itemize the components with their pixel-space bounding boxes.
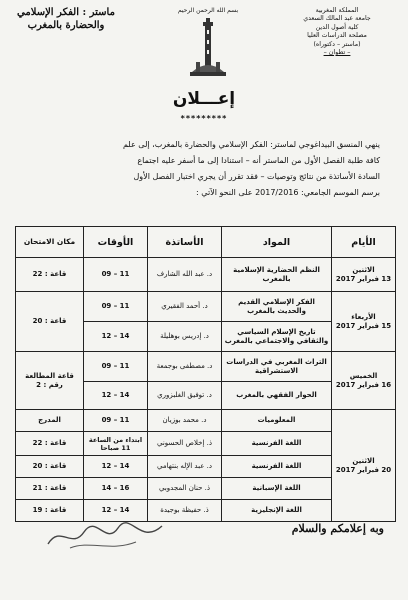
day-name: الأربعاء [351,312,376,321]
professor-cell: د. توفيق الغلبزوري [148,382,222,410]
professor-cell: د. محمد بوزيان [148,410,222,432]
title-stars: ********* [180,114,228,123]
day-date: 15 فبراير 2017 [335,321,392,330]
basmala: بسم الله الرحمن الرحيم [177,7,239,14]
subject-cell: الحوار الفقهي بالمغرب [222,382,332,410]
time-cell: 09 – 11 [84,352,148,382]
place-cell: قاعة : 20 [16,456,84,478]
professor-cell: ذ. حنان المجدوبي [148,478,222,500]
signature-scribble-icon [40,516,170,556]
time-cell: 09 – 11 [84,292,148,322]
subject-cell: المعلوميات [222,410,332,432]
time-cell: ابتداء من الساعة 11 صباحا [84,432,148,456]
day-name: الاثنين [352,265,375,274]
professor-cell: د. أحمد الفقيري [148,292,222,322]
professor-cell: ذ. إخلاص الحسوني [148,432,222,456]
table-row [16,292,396,322]
subject-cell: اللغة الفرنسية [222,456,332,478]
professor-cell: د. مصطفى بوجمعة [148,352,222,382]
exam-schedule-table [15,226,396,522]
university-logo-icon [188,18,228,78]
day-date: 20 فبراير 2017 [335,465,392,474]
closing-text: وبه إعلامكم والسلام [291,522,384,535]
subject-cell: اللغة الفرنسية [222,432,332,456]
day-name: الخميس [349,371,378,380]
place-cell: قاعة : 19 [16,500,84,522]
day-date: 16 فبراير 2017 [335,380,392,389]
time-cell: 12 – 14 [84,500,148,522]
professor-cell: د. عبد الله الشارف [148,258,222,292]
place-cell: قاعة : 22 [16,258,84,292]
intro-line-1: ينهي المنسق البيداغوجي لماستر: الفكر الإسلامي والحضارة بالمغرب، إلى علم [122,140,380,149]
place-cell: المدرج [16,410,84,432]
header-line-service: مصلحة الدراسات العليا [307,32,367,40]
intro-line-2: كافة طلبة الفصل الأول من الماستر أنه – استنادا إلى ما أسفر عليه اجتماع [137,156,380,165]
subject-cell: اللغة الإنجليزية [222,500,332,522]
day-cell [332,352,396,410]
time-cell: 12 – 14 [84,456,148,478]
place-cell: قاعة المطالعة رقم : 2 [16,352,84,410]
subject-cell: اللغة الإسبانية [222,478,332,500]
header-line-university: جامعة عبد المالك السعدي [303,15,371,23]
table-row [16,410,396,432]
time-cell: 14 – 16 [84,478,148,500]
time-cell: 09 – 11 [84,410,148,432]
intro-line-4: برسم الموسم الجامعي: 2017/2016 على النحو الآتي : [196,188,380,197]
header-line-city: – تطوان – [323,49,351,57]
announcement-title: إعـــلان [172,89,236,109]
time-cell: 09 – 11 [84,258,148,292]
subject-cell: الفكر الإسلامي القديم والحديث بالمغرب [222,292,332,322]
place-cell: قاعة : 21 [16,478,84,500]
header-place: مكان الامتحان [16,227,84,258]
time-cell: 12 – 14 [84,322,148,352]
header-professor: الأساتذة [148,227,222,258]
header-line-kingdom: المملكة المغربية [315,7,359,14]
subject-cell: التراث المغربي في الدراسات الاستشراقية [222,352,332,382]
time-cell: 12 – 14 [84,382,148,410]
day-cell [332,410,396,522]
header-time: الأوقات [84,227,148,258]
table-header-row [16,227,396,258]
day-name: الاثنين [352,456,375,465]
place-cell: قاعة : 20 [16,292,84,352]
subject-cell: النظم الحضارية الإسلامية بالمغرب [222,258,332,292]
professor-cell: ذ. حفيظة بوجيدة [148,500,222,522]
day-cell [332,292,396,352]
header-line-faculty: كلية أصول الدين [315,23,359,31]
table-row [16,258,396,292]
header-center [168,7,248,78]
day-date: 13 فبراير 2017 [335,274,392,283]
subject-cell: تاريخ الإسلام السياسي والثقافي والاجتماعي بالمغرب [222,322,332,352]
place-cell: قاعة : 22 [16,432,84,456]
program-line-2: والحضارة بالمغرب [27,20,105,31]
intro-line-3: السادة الأساتذة من نتائج وتوصيات – فقد تقرر أن يجري اختبار الفصل الأول [133,172,380,181]
program-header [6,6,126,32]
header-subject: المواد [222,227,332,258]
institution-header [282,7,392,57]
header-day: الأيام [332,227,396,258]
day-cell [332,258,396,292]
announcement-intro [25,137,380,201]
header-line-degree: (ماستر – دكتوراه) [313,40,361,48]
table-row [16,352,396,382]
program-line-1: ماستر : الفكر الإسلامي [17,7,115,18]
professor-cell: د. إدريس بوهليلة [148,322,222,352]
professor-cell: د. عبد الإله بنتهامي [148,456,222,478]
